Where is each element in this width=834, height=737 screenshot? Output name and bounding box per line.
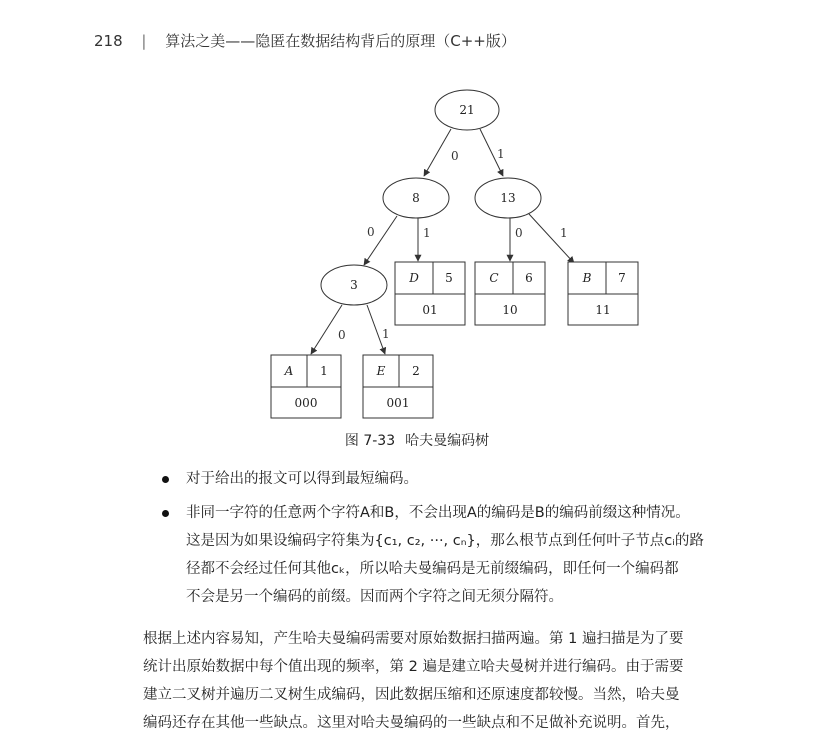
figure-caption [0,430,834,450]
leaf-e-char: E [376,364,386,378]
leaf-c [475,262,545,325]
bullet-dot [162,510,169,517]
leaf-b-char: B [582,271,592,285]
bullet-item-2 [160,499,790,611]
edge-label-8-right: 1 [423,226,431,240]
leaf-c-freq: 6 [525,271,533,285]
figure-title: 哈夫曼编码树 [405,433,490,449]
bullet-item-1 [160,465,790,493]
paragraph-line: 编码还存在其他一些缺点。这里对哈夫曼编码的一些缺点和不足做补充说明。首先， [143,715,680,731]
leaf-a-code: 000 [294,396,318,410]
leaf-b [568,262,638,325]
leaf-c-code: 10 [502,303,518,317]
edge-root-left [424,129,451,176]
body-paragraph [143,625,793,737]
edge-label-3-left: 0 [338,328,346,342]
paragraph-line: 建立二叉树并遍历二叉树生成编码，因此数据压缩和还原速度都较慢。当然，哈夫曼 [143,687,680,703]
leaf-d-code: 01 [422,303,438,317]
header-separator: | [141,32,147,50]
leaf-a-char: A [284,364,294,378]
book-title: 算法之美——隐匿在数据结构背后的原理（C++版） [165,32,516,50]
node-label-left: 8 [412,191,420,205]
edge-label-13-right: 1 [560,226,568,240]
paragraph-line: 根据上述内容易知，产生哈夫曼编码需要对原始数据扫描两遍。第 1 遍扫描是为了要 [143,631,684,647]
edge-label-8-left: 0 [367,225,375,239]
bullet-dot [162,476,169,483]
figure-number: 图 7-33 [344,433,396,449]
leaf-c-char: C [489,271,499,285]
edge-label-root-left: 0 [451,149,459,163]
leaf-d [395,262,465,325]
node-label-right: 13 [500,191,516,205]
bullet-text-line: 这是因为如果设编码字符集为{c₁, c₂, ···, cₙ}，那么根节点到任何叶子节点cᵢ的路 [186,533,704,549]
bullet-text-line: 非同一字符的任意两个字符A和B，不会出现A的编码是B的编码前缀这种情况。 [186,505,690,521]
leaf-e [363,355,433,418]
bullet-text-line: 径都不会经过任何其他cₖ，所以哈夫曼编码是无前缀编码，即任何一个编码都 [186,561,679,577]
leaf-e-freq: 2 [412,364,420,378]
edge-8-left [364,216,397,265]
node-label-root: 21 [459,103,475,117]
leaf-a-freq: 1 [320,364,328,378]
bullet-text: 对于给出的报文可以得到最短编码。 [186,471,418,487]
edge-label-root-right: 1 [497,147,505,161]
bullet-text-line: 不会是另一个编码的前缀。因而两个字符之间无须分隔符。 [186,589,563,605]
edge-label-3-right: 1 [382,327,390,341]
leaf-b-freq: 7 [618,271,626,285]
edge-label-13-left: 0 [515,226,523,240]
leaf-e-code: 001 [386,396,410,410]
bullet-list [160,465,790,617]
leaf-d-freq: 5 [445,271,453,285]
leaf-a [271,355,341,418]
paragraph-line: 统计出原始数据中每个值出现的频率，第 2 遍是建立哈夫曼树并进行编码。由于需要 [143,659,684,675]
node-label-deep: 3 [350,278,358,292]
page-number: 218 [94,32,123,50]
leaf-d-char: D [409,271,419,285]
leaf-b-code: 11 [595,303,611,317]
